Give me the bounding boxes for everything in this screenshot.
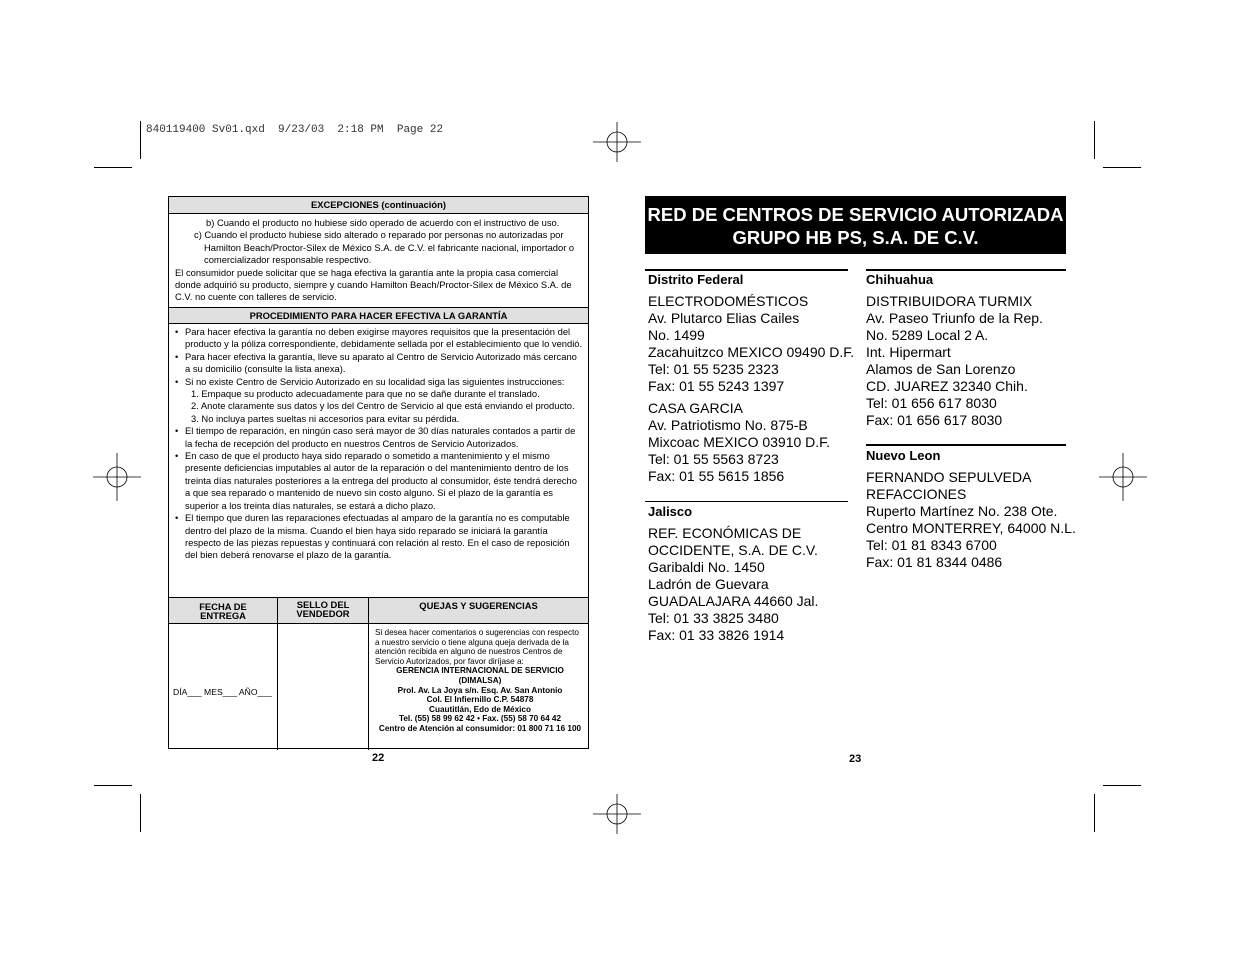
- procedure-step: 1. Empaque su producto adecuadamente para que no se dañe durante el translado.: [191, 388, 540, 400]
- date-fill-line: DÍA___ MES___ AÑO___: [173, 687, 272, 697]
- address-line: Centro MONTERREY, 64000 N.L.: [866, 520, 1076, 536]
- region-heading-jalisco: Jalisco: [648, 504, 693, 519]
- address-line: Tel: 01 55 5235 2323: [648, 361, 779, 377]
- exception-item: c) Cuando el producto hubiese sido alterado o reparado por personas no autorizadas por Hamilton Beach/Proctor-Silex de México S.A. de C.V. el fabricante nacional, importador o comercializador responsable respectivo.: [194, 229, 575, 266]
- address-line: No. 1499: [648, 327, 705, 343]
- crop-mark: [1094, 794, 1095, 832]
- divider: [866, 269, 1066, 271]
- address-line: Alamos de San Lorenzo: [866, 361, 1016, 377]
- service-center-address: [866, 469, 1076, 571]
- service-center-address: [648, 293, 854, 395]
- procedure-bullet: • Para hacer efectiva la garantía no deben exigirse mayores requisitos que la presentación del producto y la póliza correspondiente, debidamente sellada por el establecimiento que lo vendió.: [175, 326, 584, 351]
- procedure-bullet: • En caso de que el producto haya sido reparado o sometido a mantenimiento y el mismo presente deficiencias imputables al autor de la reparación o del mantenimiento dentro de los treinta días naturales posteriores a la entrega del producto al consumidor, éste tendrá derecho a que sea reparado o mantenido de nuevo sin costo alguno. Si el plazo de la garantía es superior a los treinta días naturales, se estará a dicho plazo.: [175, 450, 584, 512]
- address-line: No. 5289 Local 2 A.: [866, 327, 989, 343]
- exceptions-heading: EXCEPCIONES (continuación): [169, 197, 588, 214]
- address-line: REFACCIONES: [866, 486, 967, 502]
- warranty-page: [168, 196, 589, 749]
- crop-mark: [94, 785, 132, 786]
- page-number-right: 23: [849, 753, 862, 765]
- address-line: Fax: 01 55 5243 1397: [648, 378, 785, 394]
- procedure-heading: PROCEDIMIENTO PARA HACER EFECTIVA LA GARANTÍA: [169, 307, 588, 324]
- divider: [645, 269, 848, 271]
- complaints-cell: [369, 624, 588, 750]
- registration-mark-icon: [593, 118, 641, 166]
- crop-mark: [140, 794, 141, 832]
- address-line: DISTRIBUIDORA TURMIX: [866, 293, 1033, 309]
- address-line: Tel: 01 55 5563 8723: [648, 451, 779, 467]
- address-line: ELECTRODOMÉSTICOS: [648, 293, 809, 309]
- exception-item: b) Cuando el producto no hubiese sido operado de acuerdo con el instructivo de uso.: [206, 217, 560, 228]
- crop-mark: [94, 167, 132, 168]
- address-line: Mixcoac MEXICO 03910 D.F.: [648, 434, 831, 450]
- address-line: Tel. (55) 58 99 62 42 • Fax. (55) 58 70 64 42: [398, 714, 562, 724]
- region-heading-nuevo-leon: Nuevo Leon: [866, 448, 941, 463]
- registration-mark-icon: [93, 453, 141, 501]
- address-line: REF. ECONÓMICAS DE: [648, 525, 802, 541]
- address-line: Ladrón de Guevara: [648, 576, 769, 592]
- delivery-table: [169, 597, 588, 749]
- region-heading-df: Distrito Federal: [648, 272, 744, 287]
- address-line: GUADALAJARA 44660 Jal.: [648, 593, 819, 609]
- address-line: Prol. Av. La Joya s/n. Esq. Av. San Antonio: [397, 685, 563, 695]
- address-line: Fax: 01 33 3826 1914: [648, 627, 785, 643]
- address-line: Fax: 01 656 617 8030: [866, 412, 1003, 428]
- address-line: Ruperto Martínez No. 238 Ote.: [866, 503, 1058, 519]
- delivery-date-header: FECHA DE ENTREGA: [169, 598, 278, 624]
- address-line: (DIMALSA): [458, 675, 502, 685]
- exceptions-body: [169, 214, 588, 307]
- address-line: Av. Patriotismo No. 875-B: [648, 417, 808, 433]
- procedure-bullet: • Si no existe Centro de Servicio Autorizado en su localidad siga las siguientes instrucciones:: [175, 376, 584, 388]
- procedure-bullet: • Para hacer efectiva la garantía, lleve su aparato al Centro de Servicio Autorizado más cercano a su domicilio (consulte la lista anexa).: [175, 351, 584, 376]
- procedure-bullet: • El tiempo de reparación, en ningún caso será mayor de 30 días naturales contados a partir de la fecha de recepción del producto en nuestros Centros de Servicio Autorizados.: [175, 425, 584, 450]
- service-center-address: [866, 293, 1043, 429]
- region-heading-chihuahua: Chihuahua: [866, 272, 934, 287]
- address-line: Tel: 01 656 617 8030: [866, 395, 997, 411]
- banner-subtitle: GRUPO HB PS, S.A. DE C.V.: [732, 227, 979, 248]
- address-line: FERNANDO SEPULVEDA: [866, 469, 1032, 485]
- seller-stamp-cell: [278, 624, 369, 750]
- address-line: Tel: 01 81 8343 6700: [866, 537, 997, 553]
- exceptions-paragraph: El consumidor puede solicitar que se haga efectiva la garantía ante la propia casa comercial donde adquirió su producto, siempre y cuando Hamilton Beach/Proctor-Silex de México S.A. de C.V. no cuente con talleres de servicio.: [175, 266, 572, 303]
- seller-stamp-header: SELLO DEL VENDEDOR: [278, 598, 369, 624]
- address-line: Tel: 01 33 3825 3480: [648, 610, 779, 626]
- print-slug: 840119400 Sv01.qxd 9/23/03 2:18 PM Page 22: [146, 124, 444, 136]
- crop-mark: [1094, 121, 1095, 159]
- address-line: Garibaldi No. 1450: [648, 559, 765, 575]
- service-center-address: [648, 525, 818, 644]
- address-line: Av. Plutarco Elias Cailes: [648, 310, 800, 326]
- procedure-step: 3. No incluya partes sueltas ni accesorios para evitar su pérdida.: [191, 412, 460, 424]
- crop-mark: [140, 121, 141, 159]
- address-line: Fax: 01 55 5615 1856: [648, 468, 785, 484]
- procedure-bullet: • El tiempo que duren las reparaciones efectuadas al amparo de la garantía no es computable dentro del plazo de la misma. Cuando el bien haya sido reparado se iniciará la garantía respecto de las piezas repuestas y continuará con relación al resto. En el caso de reposición del bien deberá renovarse el plazo de la garantía.: [175, 512, 584, 562]
- procedure-step: 2. Anote claramente sus datos y los del Centro de Servicio al que está enviando el producto.: [191, 400, 575, 412]
- address-line: Av. Paseo Triunfo de la Rep.: [866, 310, 1043, 326]
- complaints-text: Si desea hacer comentarios o sugerencias con respecto a nuestro servicio o tiene alguna queja derivada de la atención recibida en alguno de nuestros Centros de Servicio Autorizados, por favor diríjase a:: [375, 628, 579, 666]
- address-line: GERENCIA INTERNACIONAL DE SERVICIO: [396, 666, 564, 676]
- divider: [866, 444, 1066, 446]
- crop-mark: [1103, 785, 1141, 786]
- address-line: Fax: 01 81 8344 0486: [866, 554, 1003, 570]
- service-center-address: [648, 400, 830, 485]
- address-line: Col. El Infiernillo C.P. 54878: [426, 695, 534, 705]
- registration-mark-icon: [1099, 453, 1147, 501]
- address-line: Cuautitlán, Edo de México: [429, 704, 531, 714]
- address-line: OCCIDENTE, S.A. DE C.V.: [648, 542, 818, 558]
- service-network-banner: [645, 196, 1066, 254]
- address-line: CASA GARCIA: [648, 400, 743, 416]
- banner-title: RED DE CENTROS DE SERVICIO AUTORIZADA: [647, 204, 1064, 225]
- address-line: CD. JUAREZ 32340 Chih.: [866, 378, 1028, 394]
- complaints-header: QUEJAS Y SUGERENCIAS: [369, 598, 588, 624]
- address-line: Zacahuitzco MEXICO 09490 D.F.: [648, 344, 855, 360]
- page-number-left: 22: [372, 752, 385, 764]
- crop-mark: [1103, 167, 1141, 168]
- procedure-body: [169, 324, 588, 594]
- divider: [645, 501, 848, 502]
- registration-mark-icon: [593, 790, 641, 838]
- address-line: Centro de Atención al consumidor: 01 800 71 16 100: [378, 723, 582, 733]
- address-line: Int. Hipermart: [866, 344, 951, 360]
- delivery-date-cell: [169, 624, 278, 750]
